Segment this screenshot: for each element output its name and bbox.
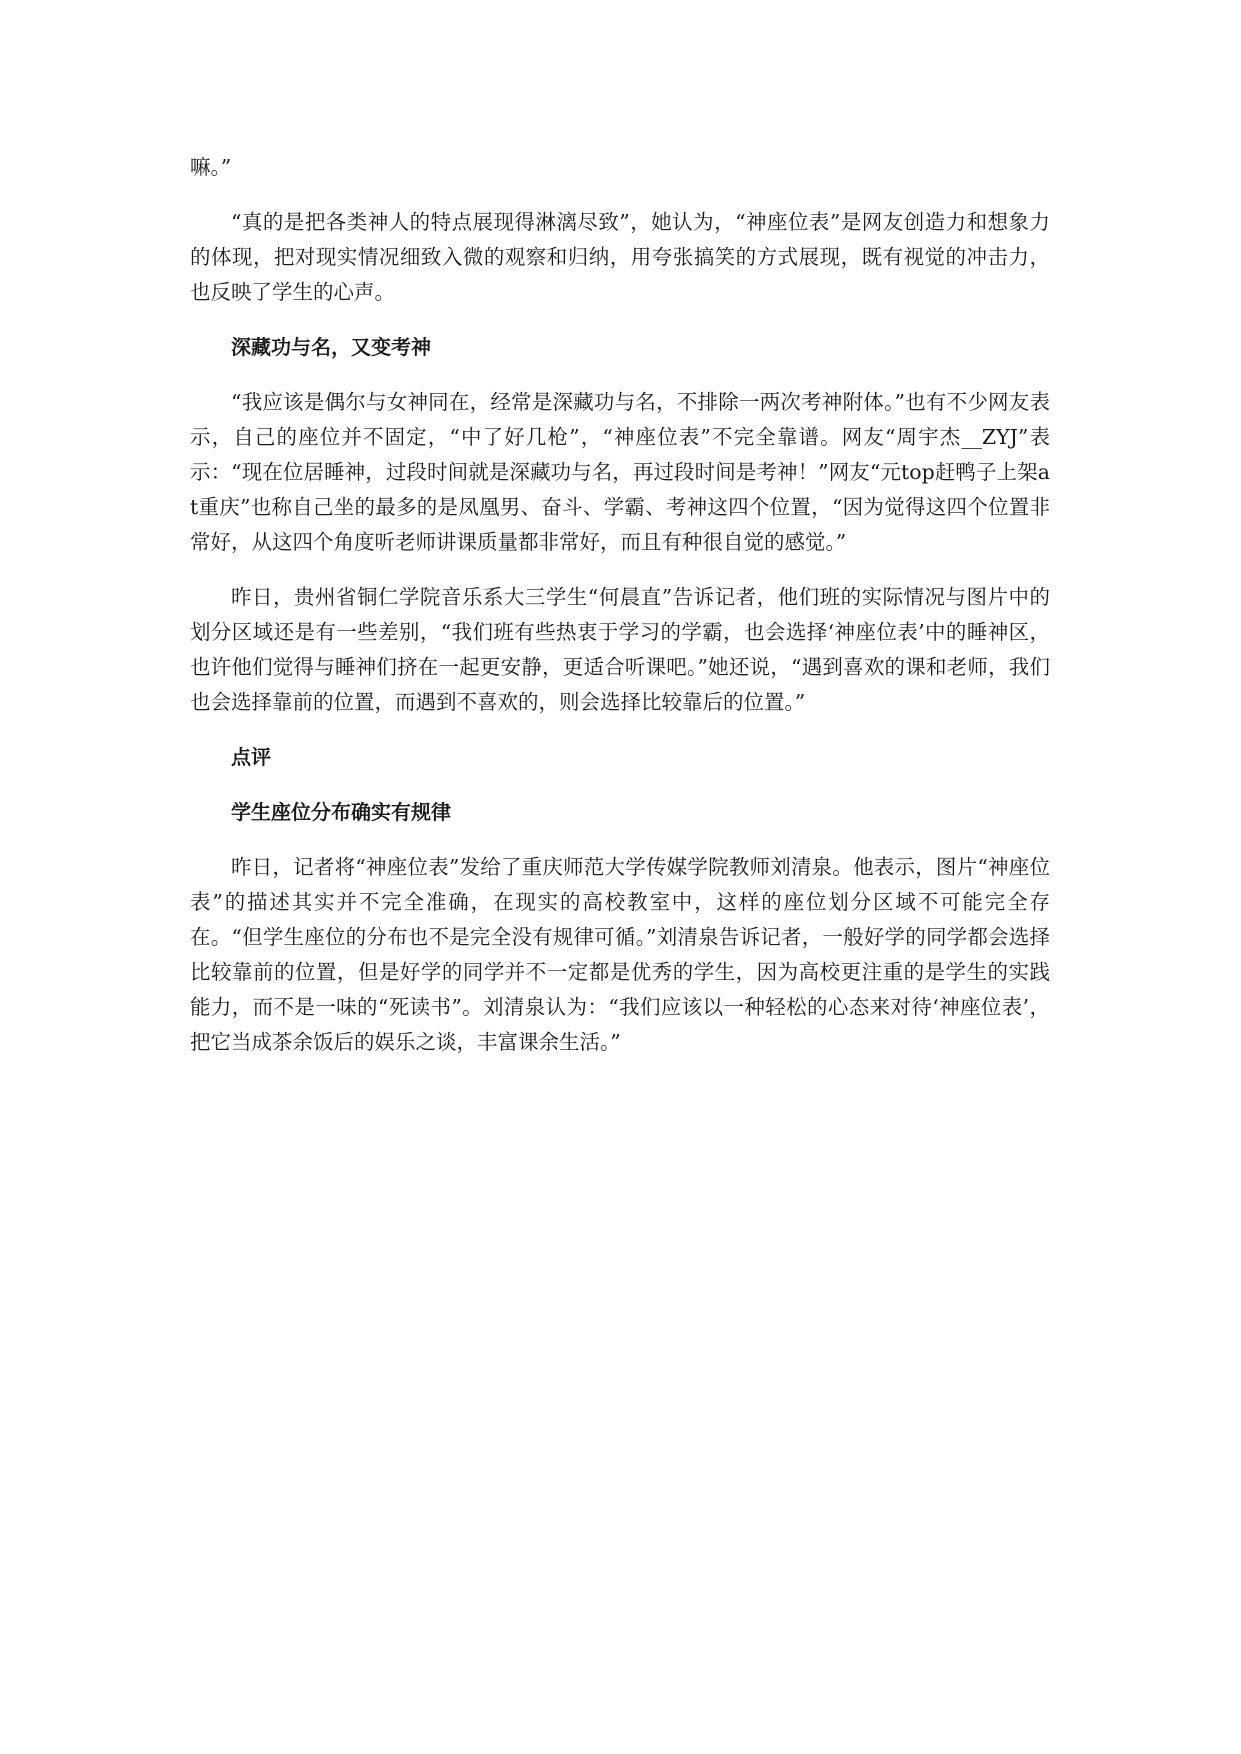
paragraph-continuation: 嘛。” [190,155,232,179]
paragraph-netizens: “我应该是偶尔与女神同在，经常是深藏功与名，不排除一两次考神附体。”也有不少网友表示，自己的座位并不固定，“中了好几枪”，“神座位表”不完全靠谱。网友“周宇杰__ZYJ”表示：“现在位居睡神，过段时间就是深藏功与名，再过段时间是考神！”网友“元top赶鸭子上架at重庆”也称自己坐的最多的是凤凰男、奋斗、学霸、考神这四个位置，“因为觉得这四个位置非常好，从这四个角度听老师讲课质量都非常好，而且有种很自觉的感觉。” [190,390,1050,554]
section-heading-comment: 点评 [231,745,271,769]
document-page [190,150,1050,1080]
paragraph-quote-opinion: “真的是把各类神人的特点展现得淋漓尽致”，她认为，“神座位表”是网友创造力和想象力的体现，把对现实情况细致入微的观察和归纳，用夸张搞笑的方式展现，既有视觉的冲击力，也反映了学生的心声。 [190,210,1050,304]
paragraph-student-interview: 昨日，贵州省铜仁学院音乐系大三学生“何晨直”告诉记者，他们班的实际情况与图片中的划分区域还是有一些差别，“我们班有些热衷于学习的学霸，也会选择‘神座位表’中的睡神区，也许他们觉得与睡神们挤在一起更安静，更适合听课吧。”她还说，“遇到喜欢的课和老师，我们也会选择靠前的位置，而遇到不喜欢的，则会选择比较靠后的位置。” [190,585,1050,714]
paragraph-teacher-comment: 昨日，记者将“神座位表”发给了重庆师范大学传媒学院教师刘清泉。他表示，图片“神座位表”的描述其实并不完全准确，在现实的高校教室中，这样的座位划分区域不可能完全存在。“但学生座位的分布也不是完全没有规律可循。”刘清泉告诉记者，一般好学的同学都会选择比较靠前的位置，但是好学的同学并不一定都是优秀的学生，因为高校更注重的是学生的实践能力，而不是一味的“死读书”。刘清泉认为：“我们应该以一种轻松的心态来对待‘神座位表’，把它当成茶余饭后的娱乐之谈，丰富课余生活。” [190,855,1050,1054]
section-heading-kaoshen: 深藏功与名，又变考神 [231,335,431,359]
section-heading-pattern: 学生座位分布确实有规律 [231,800,451,824]
